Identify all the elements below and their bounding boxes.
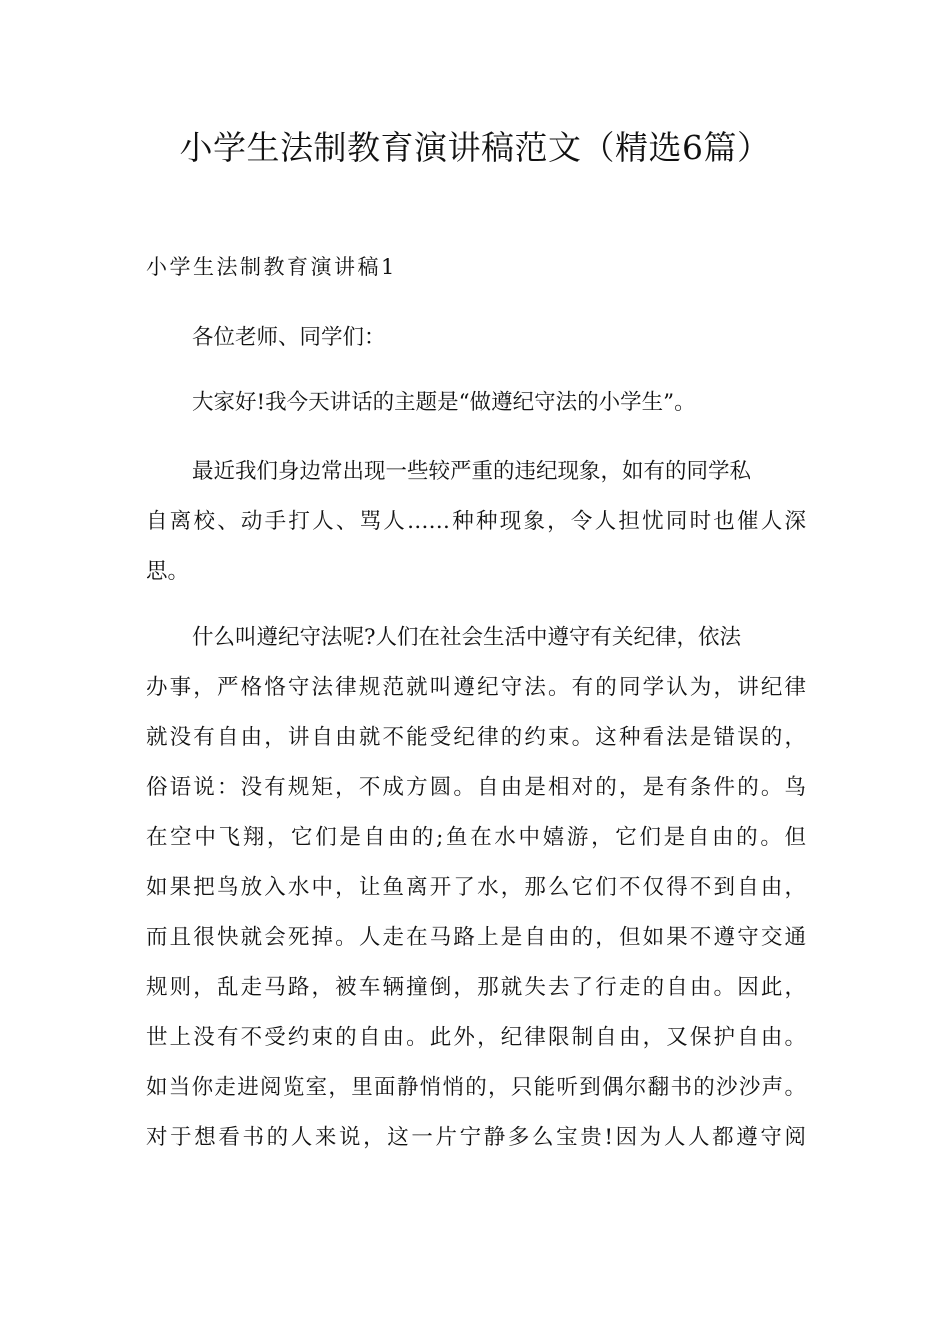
paragraph-line: 规则，乱走马路，被车辆撞倒，那就失去了行走的自由。因此，	[146, 975, 806, 1000]
paragraph-line: 世上没有不受约束的自由。此外，纪律限制自由，又保护自由。	[146, 1025, 806, 1050]
paragraph-line: 如当你走进阅览室，里面静悄悄的，只能听到偶尔翻书的沙沙声。	[146, 1075, 806, 1100]
paragraph-line: 自离校、动手打人、骂人……种种现象，令人担忧同时也催人深	[146, 509, 806, 534]
paragraph-line: 最近我们身边常出现一些较严重的违纪现象，如有的同学私	[192, 459, 752, 484]
paragraph-line: 办事，严格恪守法律规范就叫遵纪守法。有的同学认为，讲纪律	[146, 675, 806, 700]
paragraph-line: 就没有自由，讲自由就不能受纪律的约束。这种看法是错误的，	[146, 725, 806, 750]
paragraph-line: 如果把鸟放入水中，让鱼离开了水，那么它们不仅得不到自由，	[146, 875, 806, 900]
paragraph-line: 各位老师、同学们：	[192, 325, 386, 350]
paragraph-line: 思。	[146, 559, 190, 584]
section-heading: 小学生法制教育演讲稿1	[146, 255, 397, 279]
paragraph-line: 什么叫遵纪守法呢?人们在社会生活中遵守有关纪律，依法	[192, 625, 742, 650]
paragraph-line: 大家好!我今天讲话的主题是“做遵纪守法的小学生”。	[192, 390, 696, 415]
paragraph-line: 俗语说：没有规矩，不成方圆。自由是相对的，是有条件的。鸟	[146, 775, 806, 800]
paragraph-line: 在空中飞翔，它们是自由的;鱼在水中嬉游，它们是自由的。但	[146, 825, 806, 850]
paragraph-line: 对于想看书的人来说，这一片宁静多么宝贵!因为人人都遵守阅	[146, 1125, 806, 1150]
paragraph-line: 而且很快就会死掉。人走在马路上是自由的，但如果不遵守交通	[146, 925, 806, 950]
document-title: 小学生法制教育演讲稿范文（精选6篇）	[179, 128, 771, 167]
